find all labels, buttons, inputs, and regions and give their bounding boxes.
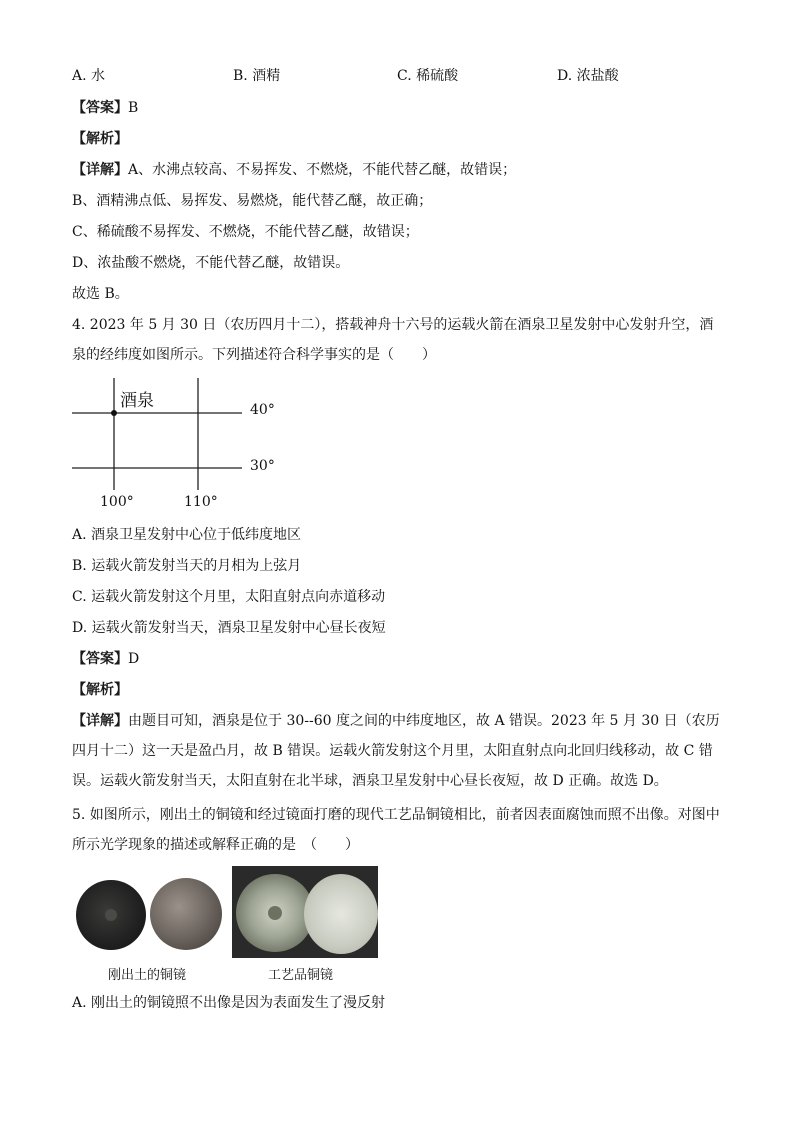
- q4-answer: 【答案】D: [72, 651, 140, 667]
- q4-option-a: A. 酒泉卫星发射中心位于低纬度地区: [72, 527, 302, 543]
- q3-option-c: C. 稀硫酸: [397, 68, 459, 84]
- q3-detail-line-3: C、稀硫酸不易挥发、不燃烧，不能代替乙醚，故错误；: [72, 224, 419, 240]
- q5-stem: 5. 如图所示，刚出土的铜镜和经过镜面打磨的现代工艺品铜镜相比，前者因表面腐蚀而照不出像。对图中所示光学现象的描述或解释正确的是 （ ）: [72, 807, 720, 853]
- q4-analysis-tag: 【解析】: [72, 682, 128, 698]
- q4-option-b: B. 运载火箭发射当天的月相为上弦月: [72, 558, 302, 574]
- q4-stem: 4. 2023 年 5 月 30 日（农历四月十二），搭载神舟十六号的运载火箭在酒泉卫星发射中心发射升空，酒泉的经纬度如图所示。下列描述符合科学事实的是（ ）: [72, 317, 714, 363]
- caption-excavated: 刚出土的铜镜: [108, 968, 187, 983]
- grid-lines: [62, 372, 292, 522]
- lon-110-label: 110°: [184, 494, 218, 510]
- q3-answer: [72, 98, 138, 118]
- q4-option-d: D. 运载火箭发射当天，酒泉卫星发射中心昼长夜短: [72, 620, 386, 636]
- q4-detail: 【详解】由题目可知，酒泉是位于 30--60 度之间的中纬度地区，故 A 错误。2023 年 5 月 30 日（农历四月十二）这一天是盈凸月，故 B 错误。运载火箭发射这个月里，太阳直射点向北回归线移动，故 C 错误。运载火箭发射当天，太阳直射在北半球，酒泉卫星发射中心昼长夜短，故 D 正确。故选 D。: [72, 713, 720, 789]
- q3-detail-line-2: B、酒精沸点低、易挥发、易燃烧，能代替乙醚，故正确；: [72, 193, 433, 209]
- lat-40-label: 40°: [250, 402, 275, 418]
- place-label: 酒泉: [120, 391, 154, 411]
- q5-option-a: A. 刚出土的铜镜照不出像是因为表面发生了漫反射: [72, 995, 386, 1011]
- q4-option-c: C. 运载火箭发射这个月里，太阳直射点向赤道移动: [72, 589, 386, 605]
- q3-option-d: D. 浓盐酸: [557, 68, 619, 84]
- answer-tag: 【答案】: [72, 100, 128, 116]
- lat-lon-diagram: [62, 372, 292, 522]
- q3-option-b: B. 酒精: [233, 68, 281, 84]
- excavated-mirror-back-image: [76, 880, 146, 950]
- q3-conclusion: 故选 B。: [72, 286, 129, 302]
- q3-detail-line-4: D、浓盐酸不燃烧，不能代替乙醚，故错误。: [72, 255, 350, 271]
- caption-craft: 工艺品铜镜: [268, 968, 334, 983]
- q3-option-a: A. 水: [72, 68, 106, 84]
- craft-mirror-back-image: [236, 874, 314, 952]
- craft-mirror-face-image: [304, 874, 378, 954]
- jiuquan-point: [111, 410, 117, 416]
- excavated-mirror-face-image: [150, 878, 222, 950]
- q3-analysis-tag: 【解析】: [72, 131, 128, 147]
- lon-100-label: 100°: [100, 494, 134, 510]
- q3-detail-line-1: 【详解】A、水沸点较高、不易挥发、不燃烧，不能代替乙醚，故错误；: [72, 162, 517, 178]
- answer-value: B: [128, 100, 139, 116]
- lat-30-label: 30°: [250, 458, 275, 474]
- detail-tag: 【详解】: [72, 162, 128, 178]
